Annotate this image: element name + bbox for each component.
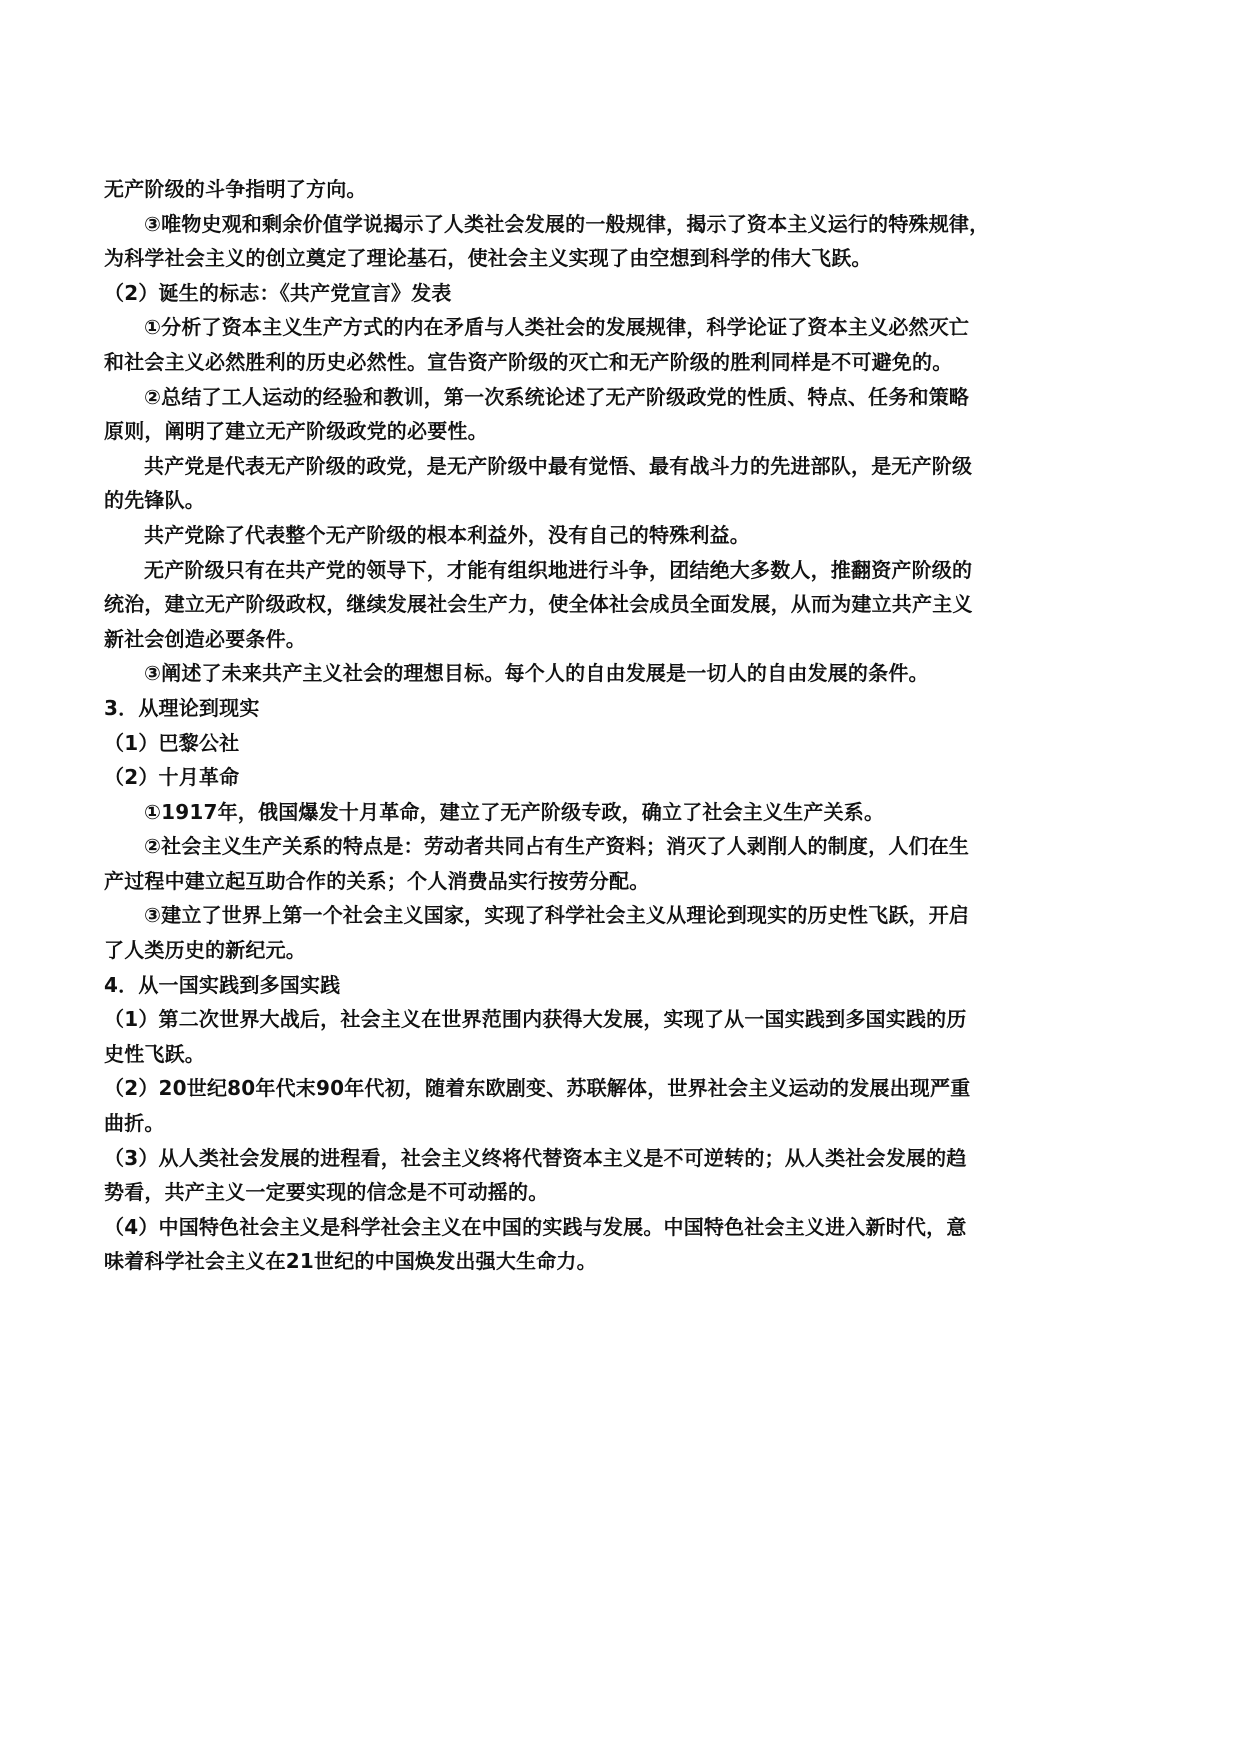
text-line: 曲折。 <box>104 1111 165 1136</box>
text-line: 产过程中建立起互助合作的关系；个人消费品实行按劳分配。 <box>104 868 650 893</box>
subheading: （2）诞生的标志：《共产党宣言》发表 <box>104 280 452 305</box>
text-line: ③唯物史观和剩余价值学说揭示了人类社会发展的一般规律，揭示了资本主义运行的特殊规律， <box>144 211 990 236</box>
text-line: 和社会主义必然胜利的历史必然性。宣告资产阶级的灭亡和无产阶级的胜利同样是不可避免的。 <box>104 349 953 374</box>
text-line: 势看，共产主义一定要实现的信念是不可动摇的。 <box>104 1180 549 1205</box>
text-line: 原则，阐明了建立无产阶级政党的必要性。 <box>104 419 488 444</box>
text-line: 无产阶级只有在共产党的领导下，才能有组织地进行斗争，团结绝大多数人，推翻资产阶级的 <box>144 557 973 582</box>
text-line: 新社会创造必要条件。 <box>104 626 306 651</box>
text-line: 为科学社会主义的创立奠定了理论基石，使社会主义实现了由空想到科学的伟大飞跃。 <box>104 246 872 271</box>
subheading: （2）十月革命 <box>104 765 240 790</box>
text-line: 味着科学社会主义在21世纪的中国焕发出强大生命力。 <box>104 1249 597 1274</box>
text-line: （4）中国特色社会主义是科学社会主义在中国的实践与发展。中国特色社会主义进入新时代，意 <box>104 1214 967 1239</box>
text-line: ①分析了资本主义生产方式的内在矛盾与人类社会的发展规律，科学论证了资本主义必然灭亡 <box>144 315 970 340</box>
text-line: ②社会主义生产关系的特点是：劳动者共同占有生产资料；消灭了人剥削人的制度，人们在生 <box>144 834 970 859</box>
text-line: 共产党除了代表整个无产阶级的根本利益外，没有自己的特殊利益。 <box>144 522 750 547</box>
text-line: ③阐述了未来共产主义社会的理想目标。每个人的自由发展是一切人的自由发展的条件。 <box>144 661 929 686</box>
text-line: ②总结了工人运动的经验和教训，第一次系统论述了无产阶级政党的性质、特点、任务和策略 <box>144 384 970 409</box>
text-line: ①1917年，俄国爆发十月革命，建立了无产阶级专政，确立了社会主义生产关系。 <box>144 799 885 824</box>
text-line: 的先锋队。 <box>104 488 205 513</box>
text-line: （3）从人类社会发展的进程看，社会主义终将代替资本主义是不可逆转的；从人类社会发展的趋 <box>104 1145 967 1170</box>
text-line: 史性飞跃。 <box>104 1041 205 1066</box>
text-line: 无产阶级的斗争指明了方向。 <box>104 177 367 201</box>
section-heading: 3．从理论到现实 <box>104 695 260 720</box>
text-line: 了人类历史的新纪元。 <box>104 938 306 963</box>
subheading: （1）巴黎公社 <box>104 730 240 755</box>
document-body <box>104 172 1054 1279</box>
section-heading: 4．从一国实践到多国实践 <box>104 972 341 997</box>
text-line: （2）20世纪80年代末90年代初，随着东欧剧变、苏联解体，世界社会主义运动的发展出现严重 <box>104 1076 971 1101</box>
text-line: （1）第二次世界大战后，社会主义在世界范围内获得大发展，实现了从一国实践到多国实践的历 <box>104 1007 967 1032</box>
text-line: 共产党是代表无产阶级的政党，是无产阶级中最有觉悟、最有战斗力的先进部队，是无产阶级 <box>144 453 973 478</box>
text-line: 统治，建立无产阶级政权，继续发展社会生产力，使全体社会成员全面发展，从而为建立共产主义 <box>104 592 973 617</box>
text-line: ③建立了世界上第一个社会主义国家，实现了科学社会主义从理论到现实的历史性飞跃，开启 <box>144 903 970 928</box>
